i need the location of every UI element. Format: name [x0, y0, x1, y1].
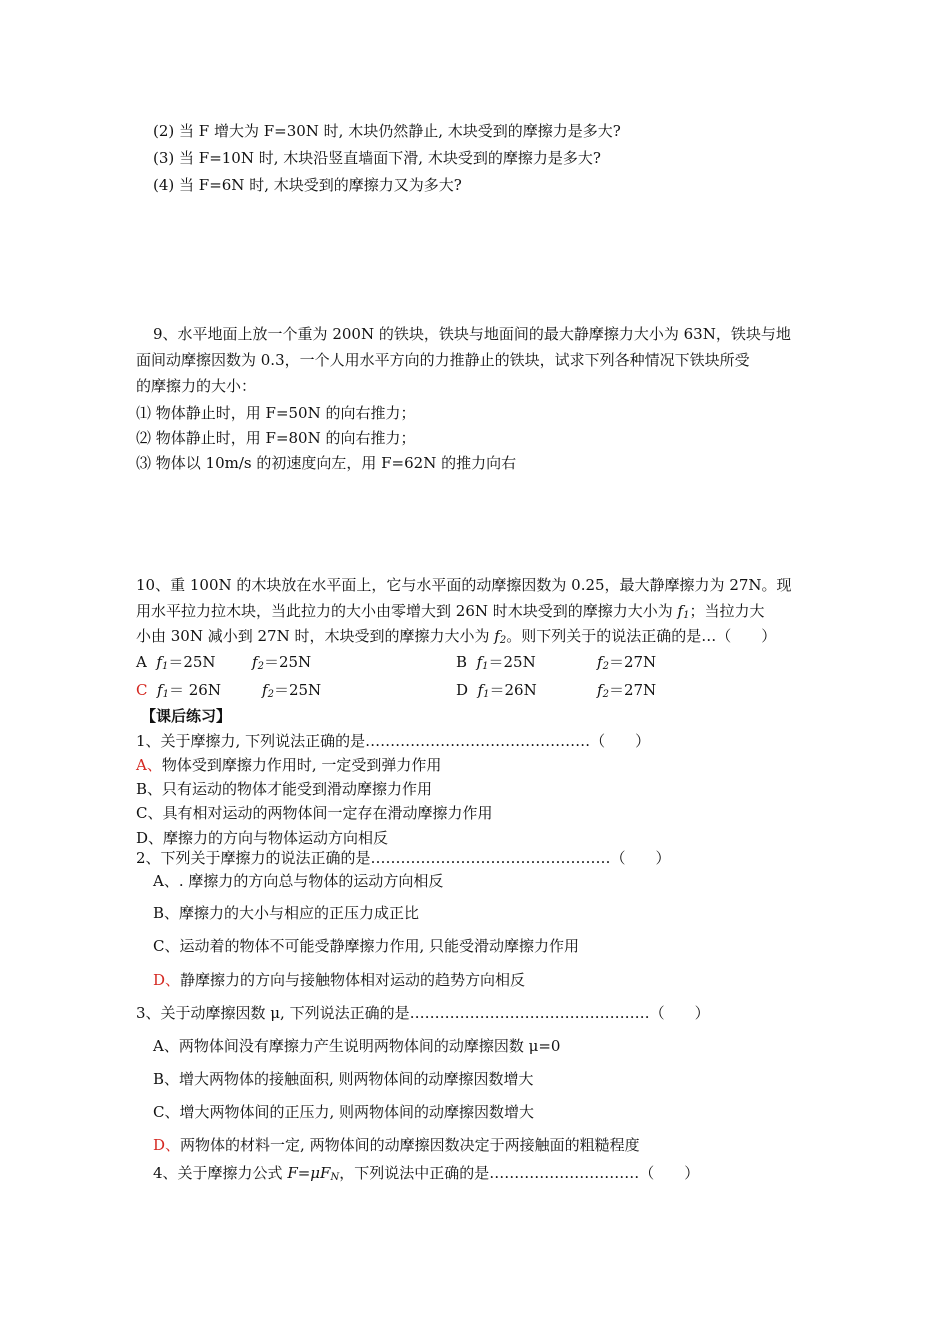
- practice-q2-option-b: B、摩擦力的大小与相应的正压力成正比: [153, 904, 420, 922]
- p9-line-1: 9、水平地面上放一个重为 200N 的铁块，铁块与地面间的最大静摩擦力大小为 63N，铁块与地: [153, 325, 791, 343]
- practice-q3-option-c: C、增大两物体间的正压力, 则两物体间的动摩擦因数增大: [153, 1103, 535, 1121]
- friction-formula: $F=\mu F_N$: [287, 1164, 340, 1183]
- practice-q2-option-d: D、静摩擦力的方向与接触物体相对运动的趋势方向相反: [153, 971, 526, 989]
- p9-sub-3: ⑶ 物体以 10m/s 的初速度向左，用 F=62N 的推力向右: [136, 454, 517, 472]
- practice-q4: 4、关于摩擦力公式 $F=\mu F_N$，下列说法中正确的是…………………………（ ）: [153, 1164, 700, 1183]
- p10-option-a: A $f_1=25N$: [136, 653, 216, 672]
- p10-line-1: 10、重 100N 的木块放在水平面上，它与水平面的动摩擦因数为 0.25，最大静摩擦力为 27N。现: [136, 576, 792, 594]
- practice-q1: 1、关于摩擦力, 下列说法正确的是………………………………………（ ）: [136, 732, 651, 750]
- p9-line-3: 的摩擦力的大小：: [136, 377, 257, 395]
- p10-option-b-f2: $f_2=27N$: [597, 653, 657, 672]
- p10-line-2: 用水平拉力拉木块，当此拉力的大小由零增大到 26N 时木块受到的摩擦力大小为 $f_1$；当拉力大: [136, 602, 765, 621]
- practice-q1-option-b: B、只有运动的物体才能受到滑动摩擦力作用: [136, 780, 433, 798]
- p10-option-d-f2: $f_2=27N$: [597, 681, 657, 700]
- p9-line-2: 面间动摩擦因数为 0.3，一个人用水平方向的力推静止的铁块，试求下列各种情况下铁块所受: [136, 351, 750, 369]
- p10-option-b: B $f_1=25N$: [456, 653, 536, 672]
- f2-symbol: $f_2$: [494, 627, 507, 646]
- p9-sub-1: ⑴ 物体静止时，用 F=50N 的向右推力；: [136, 404, 416, 422]
- practice-q1-option-c: C、具有相对运动的两物体间一定存在滑动摩擦力作用: [136, 804, 493, 822]
- p10-option-c: C $f_1= 26N$: [136, 681, 221, 700]
- practice-q1-option-d: D、摩擦力的方向与物体运动方向相反: [136, 829, 389, 847]
- practice-q2-option-c: C、运动着的物体不可能受静摩擦力作用, 只能受滑动摩擦力作用: [153, 937, 580, 955]
- practice-heading: 【课后练习】: [141, 707, 232, 725]
- p8-question-3: (3) 当 F=10N 时, 木块沿竖直墙面下滑, 木块受到的摩擦力是多大?: [153, 149, 601, 167]
- p10-line-3: 小由 30N 减小到 27N 时，木块受到的摩擦力大小为 $f_2$。则下列关于的说法正确的是…（ ）: [136, 627, 777, 646]
- practice-q1-option-a: A、物体受到摩擦力作用时, 一定受到弹力作用: [136, 756, 442, 774]
- practice-q3: 3、关于动摩擦因数 μ, 下列说法正确的是…………………………………………（ ）: [136, 1004, 710, 1022]
- practice-q3-option-b: B、增大两物体的接触面积, 则两物体间的动摩擦因数增大: [153, 1070, 534, 1088]
- practice-q3-option-d: D、两物体的材料一定, 两物体间的动摩擦因数决定于两接触面的粗糙程度: [153, 1136, 640, 1154]
- p8-question-4: (4) 当 F=6N 时, 木块受到的摩擦力又为多大?: [153, 176, 462, 194]
- practice-q2: 2、下列关于摩擦力的说法正确的是…………………………………………（ ）: [136, 849, 671, 867]
- practice-q3-option-a: A、两物体间没有摩擦力产生说明两物体间的动摩擦因数 μ=0: [153, 1037, 561, 1055]
- practice-q2-option-a: A、. 摩擦力的方向总与物体的运动方向相反: [153, 872, 444, 890]
- p8-question-2: (2) 当 F 增大为 F=30N 时, 木块仍然静止, 木块受到的摩擦力是多大?: [153, 122, 621, 140]
- p10-option-a-f2: $f_2=25N$: [252, 653, 312, 672]
- f1-symbol: $f_1$: [677, 602, 690, 621]
- p9-sub-2: ⑵ 物体静止时，用 F=80N 的向右推力；: [136, 429, 416, 447]
- p10-option-c-f2: $f_2=25N$: [262, 681, 322, 700]
- p10-option-d: D $f_1=26N$: [456, 681, 537, 700]
